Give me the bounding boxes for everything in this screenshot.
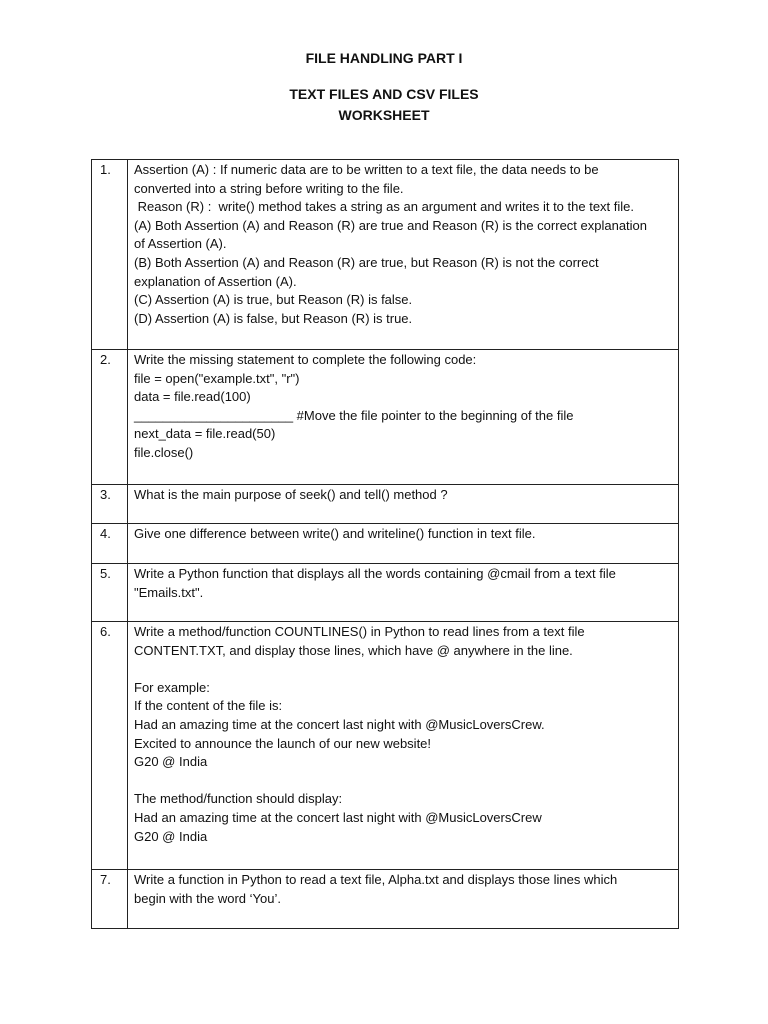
question-text xyxy=(128,870,679,929)
question-number: 3. xyxy=(92,485,128,524)
question-row xyxy=(92,350,679,485)
blank-line xyxy=(134,660,672,679)
questions-table xyxy=(91,159,679,929)
question-line: "Emails.txt". xyxy=(134,584,204,600)
question-line: Write a method/function COUNTLINES() in Python to read lines from a text file xyxy=(134,624,585,639)
question-row xyxy=(92,870,679,929)
question-text xyxy=(128,160,679,350)
worksheet-label: WORKSHEET xyxy=(338,107,430,123)
example-line: Had an amazing time at the concert last night with @MusicLoversCrew. xyxy=(134,716,545,732)
question-row xyxy=(92,524,679,564)
worksheet-subtitle: TEXT FILES AND CSV FILES xyxy=(289,86,479,102)
question-text xyxy=(128,524,679,564)
question-text xyxy=(128,564,679,622)
example-line: G20 @ India xyxy=(134,828,208,844)
code-line: file.close() xyxy=(134,444,194,460)
example-line: Had an amazing time at the concert last night with @MusicLoversCrew xyxy=(134,809,542,825)
question-line: Assertion (A) : If numeric data are to be written to a text file, the data needs to be xyxy=(134,162,599,177)
question-line: Write the missing statement to complete the following code: xyxy=(134,352,477,367)
code-line-blank: ______________________ #Move the file pointer to the beginning of the file xyxy=(134,407,574,423)
question-text xyxy=(128,485,679,524)
question-row xyxy=(92,160,679,350)
question-line: explanation of Assertion (A). xyxy=(134,273,297,289)
code-line: data = file.read(100) xyxy=(134,389,251,405)
question-number: 7. xyxy=(92,870,128,929)
blank-line xyxy=(134,772,672,791)
question-row xyxy=(92,564,679,622)
question-text xyxy=(128,622,679,870)
question-line: (B) Both Assertion (A) and Reason (R) are true, but Reason (R) is not the correct xyxy=(134,254,599,270)
question-row xyxy=(92,622,679,870)
question-line: (A) Both Assertion (A) and Reason (R) are true and Reason (R) is the correct explanation xyxy=(134,217,648,233)
question-line: of Assertion (A). xyxy=(134,236,227,252)
question-row xyxy=(92,485,679,524)
question-line: (C) Assertion (A) is true, but Reason (R) is false. xyxy=(134,292,413,308)
question-line: Write a function in Python to read a text file, Alpha.txt and displays those lines which xyxy=(134,872,618,887)
code-line: next_data = file.read(50) xyxy=(134,426,276,442)
question-line: (D) Assertion (A) is false, but Reason (R) is true. xyxy=(134,310,413,326)
question-number: 4. xyxy=(92,524,128,564)
question-line: CONTENT.TXT, and display those lines, which have @ anywhere in the line. xyxy=(134,642,573,658)
question-line: Write a Python function that displays all the words containing @cmail from a text file xyxy=(134,566,616,581)
question-line: If the content of the file is: xyxy=(134,698,283,714)
code-line: file = open("example.txt", "r") xyxy=(134,370,300,386)
question-number: 1. xyxy=(92,160,128,350)
question-line: begin with the word ‘You’. xyxy=(134,890,281,906)
worksheet-title: FILE HANDLING PART I xyxy=(305,50,463,66)
question-line: Reason (R) : write() method takes a string as an argument and writes it to the text file. xyxy=(134,199,635,215)
example-line: Excited to announce the launch of our new website! xyxy=(134,735,432,751)
question-line: The method/function should display: xyxy=(134,791,343,807)
question-number: 2. xyxy=(92,350,128,485)
question-line: Give one difference between write() and writeline() function in text file. xyxy=(134,526,536,541)
question-line: For example: xyxy=(134,679,210,695)
question-line: converted into a string before writing to the file. xyxy=(134,180,404,196)
question-line: What is the main purpose of seek() and tell() method ? xyxy=(134,487,448,502)
question-text xyxy=(128,350,679,485)
question-number: 6. xyxy=(92,622,128,870)
example-line: G20 @ India xyxy=(134,754,208,770)
question-number: 5. xyxy=(92,564,128,622)
